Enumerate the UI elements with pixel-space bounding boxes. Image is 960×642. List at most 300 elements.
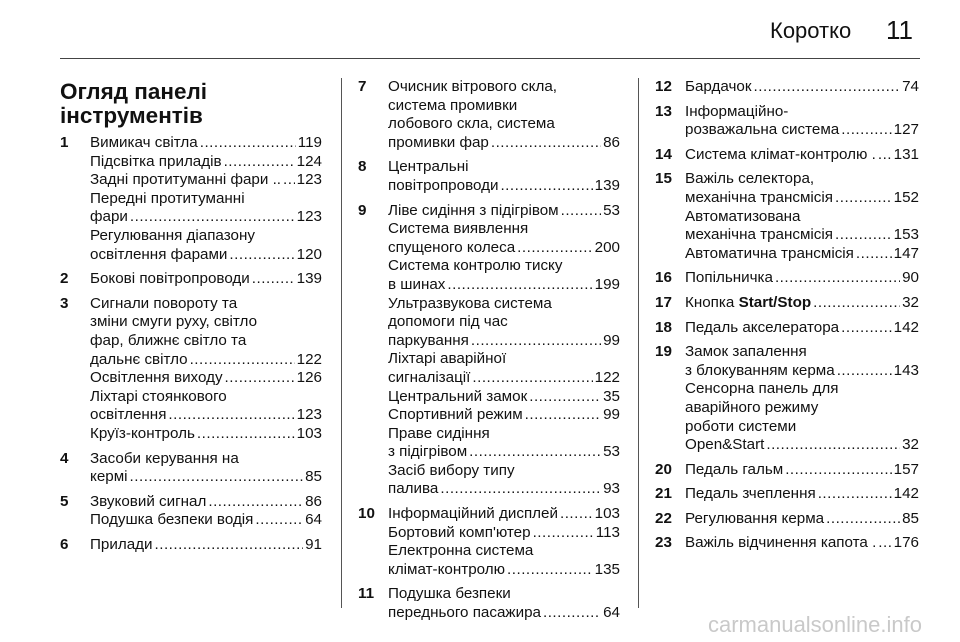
index-column-1 xyxy=(60,78,322,560)
index-entry-line xyxy=(685,485,919,504)
entry-text xyxy=(90,171,281,190)
entry-text xyxy=(388,276,445,295)
section-title xyxy=(60,80,322,128)
page-reference: 127 xyxy=(893,121,919,139)
entry-text xyxy=(90,351,188,370)
page-reference: 90 xyxy=(902,269,919,287)
dot-leader xyxy=(835,189,892,208)
entry-text xyxy=(388,257,562,276)
entry-text-part: Засоби керування на xyxy=(90,449,239,467)
section-title-line: інструментів xyxy=(60,103,203,128)
entry-text-part: Бокові повітропроводи xyxy=(90,270,250,288)
entry-text xyxy=(388,158,468,177)
entry-text-part: фари xyxy=(90,208,128,226)
index-entry-line xyxy=(90,295,322,314)
entry-text-part: Система контролю тиску xyxy=(388,257,563,275)
entry-text xyxy=(388,369,470,388)
entry-text-part: Вимикач світла xyxy=(90,134,198,151)
dot-leader xyxy=(813,294,900,313)
entry-text-part: Задні протитуманні фари .. xyxy=(90,171,282,189)
index-entry-line xyxy=(388,542,620,561)
page-reference: 119 xyxy=(297,134,322,151)
entry-text xyxy=(388,542,533,561)
entry-text-part: освітлення фарами xyxy=(90,245,228,263)
entry-text xyxy=(685,418,796,437)
index-entry-line xyxy=(685,269,919,288)
index-entry-line xyxy=(388,369,620,388)
callout-number: 2 xyxy=(60,270,69,288)
index-group xyxy=(655,534,919,553)
callout-number: 20 xyxy=(655,460,672,478)
dot-leader xyxy=(841,121,891,140)
entry-text-part: Очисник вітрового скла, xyxy=(388,78,557,95)
entry-text xyxy=(685,245,854,264)
page-reference: 53 xyxy=(603,201,620,219)
entry-text xyxy=(388,585,511,604)
index-entry-line xyxy=(388,295,620,314)
page-reference: 200 xyxy=(594,238,620,256)
index-entry-line xyxy=(90,536,322,555)
index-entry-line xyxy=(90,190,322,209)
index-entry-line xyxy=(90,313,322,332)
index-group xyxy=(655,269,919,288)
entry-text-part: Важіль відчинення капота . xyxy=(685,534,877,552)
dot-leader xyxy=(224,153,295,172)
index-entry-line xyxy=(388,585,620,604)
index-entry-line xyxy=(388,158,620,177)
index-entry-line xyxy=(685,461,919,480)
entry-text xyxy=(388,313,508,332)
index-entry-line xyxy=(388,78,620,97)
page-header xyxy=(0,0,960,62)
entry-text xyxy=(90,493,206,512)
dot-leader xyxy=(469,443,601,462)
page-reference: 122 xyxy=(594,368,620,386)
dot-leader xyxy=(826,510,900,529)
index-group xyxy=(60,270,322,289)
index-entry-line xyxy=(388,239,620,258)
entry-text xyxy=(90,332,246,351)
page-reference: 157 xyxy=(893,460,919,478)
entry-text xyxy=(90,511,253,530)
entry-text xyxy=(388,239,515,258)
index-entry-line xyxy=(388,406,620,425)
dot-leader xyxy=(533,524,594,543)
entry-text xyxy=(685,226,833,245)
entry-text xyxy=(685,380,838,399)
entry-text xyxy=(388,443,467,462)
entry-text xyxy=(388,177,498,196)
section-title-line: Огляд панелі xyxy=(60,79,208,104)
index-group xyxy=(655,170,919,263)
index-entry-line xyxy=(685,319,919,338)
page-reference: 147 xyxy=(893,244,919,262)
entry-text-part: зміни смуги руху, світло xyxy=(90,313,258,331)
entry-text xyxy=(388,604,541,623)
entry-text xyxy=(685,103,788,122)
header-title: Коротко xyxy=(770,18,852,43)
index-entry-line xyxy=(388,115,620,134)
index-group xyxy=(655,146,919,165)
watermark: carmanualsonline.info xyxy=(707,612,922,637)
index-entry-line xyxy=(685,534,919,553)
entry-text xyxy=(90,227,255,246)
entry-text-part: механічна трансмісія xyxy=(685,226,833,244)
dot-leader xyxy=(543,604,601,623)
dot-leader xyxy=(878,146,892,165)
dot-leader xyxy=(560,505,593,524)
page-reference: 143 xyxy=(893,361,919,379)
entry-text-part: Центральні xyxy=(388,158,469,176)
dot-leader xyxy=(878,534,891,553)
callout-number: 8 xyxy=(358,158,367,176)
dot-leader xyxy=(447,276,592,295)
index-entry-line xyxy=(685,121,919,140)
index-entry-line xyxy=(685,362,919,381)
entry-text xyxy=(388,78,557,97)
entry-text-part: Педаль акселератора xyxy=(685,318,840,336)
callout-number: 9 xyxy=(358,201,367,219)
entry-text xyxy=(685,510,824,529)
entry-text-part: Спортивний режим xyxy=(388,406,523,424)
page-reference: 99 xyxy=(603,406,620,424)
page-reference: 103 xyxy=(296,424,322,442)
entry-text xyxy=(685,534,876,553)
entry-text xyxy=(388,97,517,116)
entry-text xyxy=(388,220,528,239)
entry-text-part: Сенсорна панель для xyxy=(685,380,839,398)
entry-text-part: механічна трансмісія xyxy=(685,188,833,206)
entry-text xyxy=(388,480,438,499)
index-entry-line xyxy=(388,257,620,276)
index-entry-line xyxy=(90,351,322,370)
entry-text-part: Ліхтарі аварійної xyxy=(388,350,507,368)
index-entry-line xyxy=(388,220,620,239)
header-divider xyxy=(60,58,920,59)
entry-text xyxy=(90,313,257,332)
entry-text-part: Регулювання діапазону xyxy=(90,226,255,244)
index-group xyxy=(60,134,322,264)
entry-text-part: Ліве сидіння з підігрівом xyxy=(388,201,559,219)
entry-text-part: Важіль селектора, xyxy=(685,170,815,188)
entry-text xyxy=(90,134,198,153)
dot-leader xyxy=(529,388,601,407)
dot-leader xyxy=(190,351,295,370)
index-entry-line xyxy=(90,246,322,265)
index-entry-line xyxy=(685,78,919,97)
dot-leader xyxy=(208,493,303,512)
index-entry-line xyxy=(685,208,919,227)
entry-text-part: дальнє світло xyxy=(90,350,188,368)
entry-text xyxy=(685,269,773,288)
entry-text xyxy=(90,468,128,487)
callout-number: 19 xyxy=(655,343,672,361)
entry-text-part: Електронна система xyxy=(388,542,534,560)
dot-leader xyxy=(130,208,295,227)
index-group xyxy=(358,585,620,622)
entry-text xyxy=(90,246,227,265)
index-entry-line xyxy=(388,505,620,524)
dot-leader xyxy=(255,511,303,530)
entry-text xyxy=(388,425,490,444)
entry-text xyxy=(388,332,469,351)
index-entry-line xyxy=(388,425,620,444)
entry-text xyxy=(90,190,245,209)
entry-text-part: роботи системи xyxy=(685,417,797,435)
entry-text-part: Попільничка xyxy=(685,269,773,287)
index-entry-line xyxy=(90,270,322,289)
page-number: 11 xyxy=(886,15,913,45)
index-entry-line xyxy=(90,369,322,388)
index-group xyxy=(655,343,919,455)
dot-leader xyxy=(841,319,892,338)
entry-text xyxy=(685,189,833,208)
entry-text xyxy=(685,485,816,504)
entry-text-part: Ліхтарі стоянкового xyxy=(90,387,227,405)
entry-text-part: лобового скла, система xyxy=(388,115,555,133)
dot-leader xyxy=(775,269,900,288)
page-reference: 123 xyxy=(296,406,322,424)
page-reference: 122 xyxy=(296,350,322,368)
entry-text-part: фар, ближнє світло та xyxy=(90,331,247,349)
dot-leader xyxy=(856,245,892,264)
entry-text-part: Регулювання керма xyxy=(685,509,825,527)
index-entry-line xyxy=(90,450,322,469)
index-entry-line xyxy=(685,226,919,245)
dot-leader xyxy=(130,468,304,487)
entry-text-part: Замок запалення xyxy=(685,343,807,361)
entry-text-part: в шинах xyxy=(388,275,446,293)
index-entry-line xyxy=(90,425,322,444)
index-entry-line xyxy=(685,510,919,529)
index-entry-line xyxy=(90,468,322,487)
page-reference: 113 xyxy=(595,523,620,541)
page-reference: 142 xyxy=(893,318,919,336)
page-reference: 142 xyxy=(893,485,919,503)
entry-text-part: освітлення xyxy=(90,406,167,424)
callout-number: 23 xyxy=(655,534,672,552)
entry-text xyxy=(388,388,527,407)
index-group xyxy=(655,294,919,313)
entry-text xyxy=(90,153,222,172)
entry-text-part: Підсвітка приладів xyxy=(90,152,222,170)
index-entry-line xyxy=(388,561,620,580)
entry-text-part: Подушка безпеки водія xyxy=(90,511,254,529)
index-entry-line xyxy=(388,388,620,407)
entry-text xyxy=(685,436,764,455)
dot-leader xyxy=(225,369,295,388)
entry-text xyxy=(685,362,835,381)
entry-text xyxy=(685,121,839,140)
dot-leader xyxy=(766,436,900,455)
page-reference: 32 xyxy=(902,436,919,454)
index-entry-line xyxy=(685,245,919,264)
entry-text-part: аварійного режиму xyxy=(685,398,819,416)
index-entry-line xyxy=(388,462,620,481)
index-group xyxy=(655,510,919,529)
index-group xyxy=(60,295,322,444)
index-entry-line xyxy=(685,436,919,455)
callout-number: 4 xyxy=(60,449,69,467)
page-reference: 135 xyxy=(594,560,620,578)
page-reference: 74 xyxy=(902,78,919,95)
entry-text-part: Ультразвукова система xyxy=(388,294,552,312)
entry-keyword: Start/Stop xyxy=(738,293,812,311)
entry-text xyxy=(90,270,250,289)
index-entry-line xyxy=(90,153,322,172)
dot-leader xyxy=(229,246,294,265)
page-reference: 199 xyxy=(594,275,620,293)
entry-text-part: Система клімат-контролю . xyxy=(685,145,876,163)
index-entry-line xyxy=(90,134,322,153)
entry-text-part: паркування xyxy=(388,331,469,349)
entry-text-part: з блокуванням керма xyxy=(685,361,835,379)
index-entry-line xyxy=(388,350,620,369)
index-group xyxy=(358,505,620,579)
dot-leader xyxy=(472,369,592,388)
callout-number: 21 xyxy=(655,485,672,503)
dot-leader xyxy=(440,480,601,499)
index-entry-line xyxy=(90,227,322,246)
page-reference: 123 xyxy=(296,171,322,189)
dot-leader xyxy=(835,226,892,245)
entry-text xyxy=(388,406,523,425)
entry-text xyxy=(90,450,239,469)
dot-leader xyxy=(471,332,601,351)
dot-leader xyxy=(500,177,592,196)
index-entry-line xyxy=(90,388,322,407)
entry-text xyxy=(90,536,153,555)
entry-text-part: Бортовий комп'ютер xyxy=(388,523,531,541)
index-entry-line xyxy=(685,418,919,437)
dot-leader xyxy=(200,134,296,153)
dot-leader xyxy=(252,270,295,289)
entry-text xyxy=(388,295,552,314)
entry-text-part: Звуковий сигнал xyxy=(90,492,207,510)
entry-text-part: Автоматична трансмісія xyxy=(685,244,854,262)
page-reference: 153 xyxy=(893,226,919,244)
callout-number: 17 xyxy=(655,293,672,311)
entry-text xyxy=(685,294,811,313)
index-entry-line xyxy=(388,443,620,462)
callout-number: 3 xyxy=(60,294,69,312)
index-group xyxy=(358,202,620,500)
index-group xyxy=(655,78,919,97)
page-reference: 139 xyxy=(296,270,322,288)
callout-number: 6 xyxy=(60,535,69,553)
index-entry-line xyxy=(685,294,919,313)
dot-leader xyxy=(754,78,901,97)
entry-text xyxy=(685,146,876,165)
entry-text-part: Автоматизована xyxy=(685,207,801,225)
index-entry-line xyxy=(388,276,620,295)
index-entry-line xyxy=(388,134,620,153)
entry-text-part: палива xyxy=(388,480,439,498)
index-group xyxy=(60,536,322,555)
entry-text xyxy=(90,208,128,227)
dot-leader xyxy=(491,134,601,153)
page-reference: 85 xyxy=(305,468,322,486)
index-entry-line xyxy=(388,177,620,196)
index-entry-line xyxy=(90,406,322,425)
page-reference: 103 xyxy=(594,505,620,523)
entry-text xyxy=(388,202,559,221)
index-group xyxy=(358,158,620,195)
entry-text xyxy=(685,319,839,338)
column-divider xyxy=(638,78,639,608)
index-entry-line xyxy=(90,493,322,512)
callout-number: 5 xyxy=(60,492,69,510)
index-entry-line xyxy=(90,511,322,530)
entry-text-part: переднього пасажира xyxy=(388,604,541,622)
callout-number: 18 xyxy=(655,318,672,336)
dot-leader xyxy=(155,536,304,555)
entry-text xyxy=(685,208,801,227)
entry-text-part: кермі xyxy=(90,468,128,486)
entry-text-part: допомоги під час xyxy=(388,313,508,331)
index-group xyxy=(60,493,322,530)
entry-text-part: клімат-контролю xyxy=(388,560,506,578)
callout-number: 10 xyxy=(358,505,375,523)
page-reference: 139 xyxy=(594,176,620,194)
entry-text-part: Передні протитуманні xyxy=(90,189,245,207)
page-reference: 53 xyxy=(603,443,620,461)
entry-text xyxy=(388,462,515,481)
callout-number: 22 xyxy=(655,509,672,527)
entry-text-part: повітропроводи xyxy=(388,176,499,194)
index-entry-line xyxy=(685,399,919,418)
index-entry-line xyxy=(90,332,322,351)
entry-text xyxy=(685,170,814,189)
entry-text-part: Інформаційний дисплей xyxy=(388,505,558,523)
index-entry-line xyxy=(685,170,919,189)
callout-number: 7 xyxy=(358,78,367,95)
index-group xyxy=(60,450,322,487)
page-reference: 131 xyxy=(893,145,919,163)
page-reference: 176 xyxy=(893,534,919,552)
index-group xyxy=(655,103,919,140)
index-group xyxy=(358,78,620,152)
page-reference: 64 xyxy=(305,511,322,529)
index-entry-line xyxy=(388,604,620,623)
page-reference: 85 xyxy=(902,509,919,527)
page-reference: 152 xyxy=(893,188,919,206)
dot-leader xyxy=(517,239,592,258)
entry-text xyxy=(90,369,223,388)
entry-text-part: Засіб вибору типу xyxy=(388,461,515,479)
entry-text xyxy=(388,524,531,543)
index-entry-line xyxy=(685,103,919,122)
dot-leader xyxy=(168,406,294,425)
callout-number: 12 xyxy=(655,78,672,95)
entry-text xyxy=(388,134,489,153)
entry-text xyxy=(388,561,505,580)
entry-text-part: Open&Start xyxy=(685,436,765,454)
entry-text-part: Круїз-контроль xyxy=(90,424,195,442)
dot-leader xyxy=(197,425,295,444)
page-reference: 126 xyxy=(296,369,322,387)
index-entry-line xyxy=(388,313,620,332)
page-reference: 120 xyxy=(296,245,322,263)
page-reference: 86 xyxy=(305,492,322,510)
entry-text xyxy=(388,505,558,524)
entry-text-part: Кнопка xyxy=(685,293,739,311)
dot-leader xyxy=(837,362,892,381)
entry-text-part: Праве сидіння xyxy=(388,424,490,442)
entry-text-part: Сигнали повороту та xyxy=(90,294,238,312)
entry-text-part: Освітлення виходу xyxy=(90,369,223,387)
entry-text xyxy=(685,78,752,97)
